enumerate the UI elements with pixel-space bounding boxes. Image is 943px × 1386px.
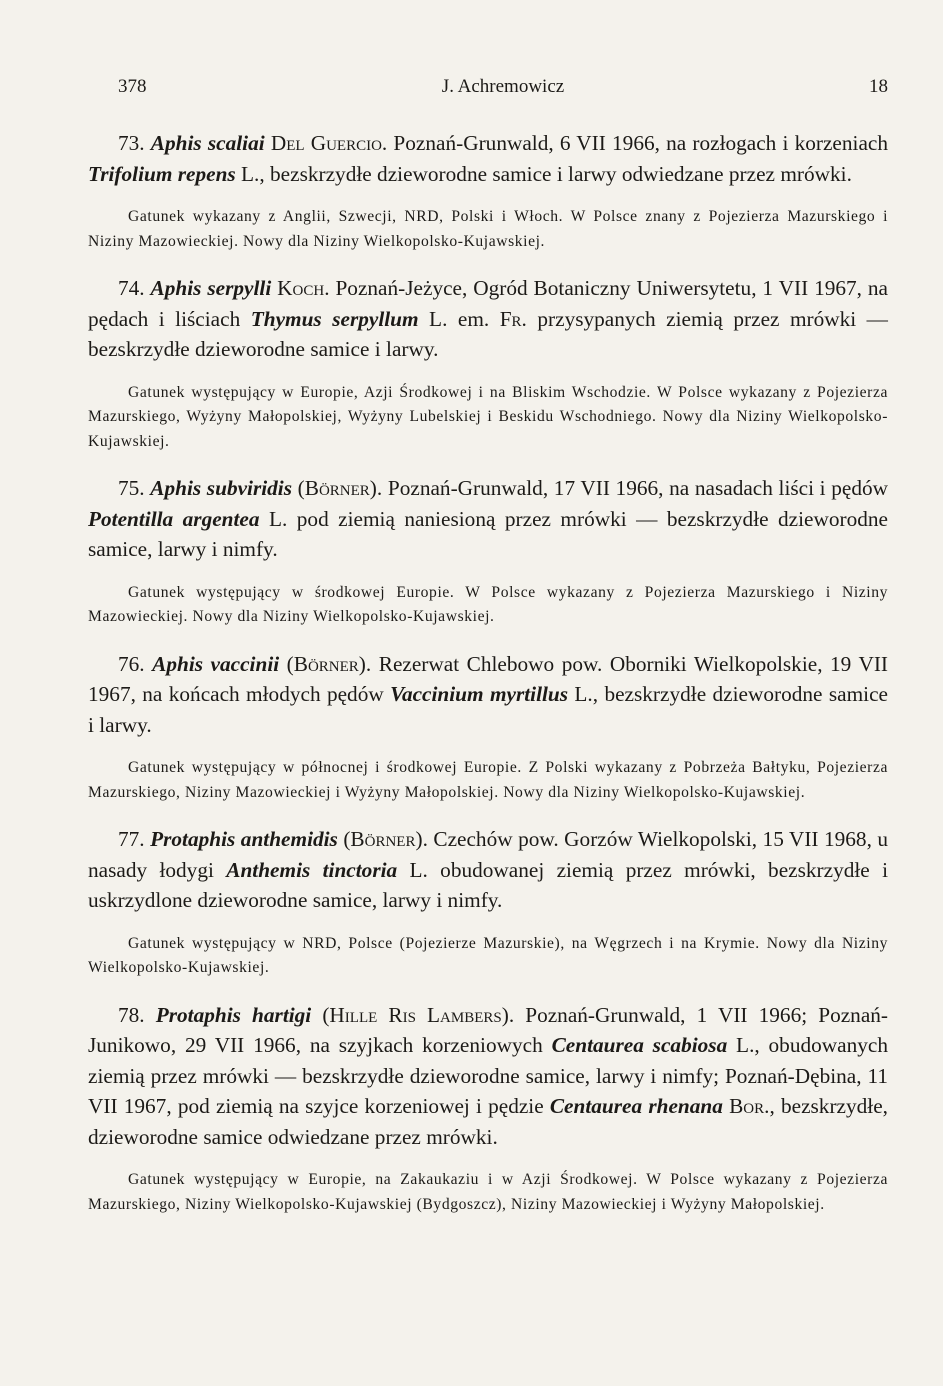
species-authority: (Börner) (286, 651, 366, 676)
species-authority: (Börner) (343, 827, 423, 851)
entry-text: przysypanych ziemią przez mrówki — bezskrzydłe dzieworodne samice i larwy. (88, 306, 888, 361)
entry-text: L. em. (418, 306, 500, 331)
entry-text: L., bezskrzydłe dzieworodne samice i larwy odwiedzane przez mrówki. (235, 161, 852, 186)
species-entry (88, 1000, 888, 1153)
running-author: J. Achremowicz (441, 76, 565, 97)
entry-number: 74. (118, 276, 145, 300)
species-entry (88, 824, 888, 916)
species-authority: Del Guercio (270, 131, 382, 155)
distribution-note: Gatunek występujący w północnej i środkowej Europie. Z Polski wykazany z Pobrzeża Bałtyku, Pojezierza Mazurskiego, Niziny Mazowieckiej i Wyżyny Małopolskiej. Nowy dla Niziny Wielkopolsko-Kujawskiej. (88, 759, 888, 801)
entry-number: 76. (118, 651, 145, 676)
entry-text: , bezskrzydłe, dzieworodne samice odwiedzane przez mrówki. (88, 1094, 888, 1149)
distribution-note: Gatunek występujący w Europie, na Zakaukaziu i w Azji Środkowej. W Polsce wykazany z Pojezierza Mazurskiego, Niziny Wielkopolsko-Kujawskiej (Bydgoszcz), Niziny Mazowieckiej i Wyżyny Małopolskiej. (88, 1171, 888, 1213)
host-plant-name: Centaurea rhenana (549, 1094, 723, 1118)
entry-text: . Rezerwat Chlebowo pow. Oborniki Wielkopolskie, 19 VII 1967, na końcach młodych pędów (88, 651, 889, 706)
entry-text: L., bezskrzydłe dzieworodne samice i larwy. (88, 682, 888, 737)
distribution-note: Gatunek występujący w NRD, Polsce (Pojezierze Mazurskie), na Węgrzech i na Krymie. Nowy dla Niziny Wielkopolsko-Kujawskiej. (88, 934, 888, 976)
distribution-note: Gatunek występujący w środkowej Europie. W Polsce wykazany z Pojezierza Mazurskiego i Niziny Mazowieckiej. Nowy dla Niziny Wielkopolsko-Kujawskiej. (88, 583, 888, 625)
species-name: Aphis serpylli (150, 276, 272, 300)
species-name: Protaphis hartigi (155, 1002, 312, 1027)
page-body (88, 128, 888, 1217)
species-entry (88, 649, 888, 741)
entry-number: 73. (118, 131, 145, 155)
page-number: 378 (118, 76, 147, 97)
species-name: Protaphis anthemidis (150, 827, 338, 851)
species-name: Aphis subviridis (150, 476, 293, 500)
entry-text: . Poznań-Grunwald, 6 VII 1966, na rozłogach i korzeniach (381, 131, 888, 155)
volume-number: 18 (869, 76, 888, 97)
entry-text: L., obudowanych ziemią przez mrówki — bezskrzydłe dzieworodne samice, larwy i nimfy; Poznań-Dębina, 11 VII 1967, pod ziemią na szyjce korzeniowej i pędzie (88, 1033, 889, 1118)
entry-number: 78. (118, 1002, 145, 1027)
species-entry (88, 128, 888, 189)
host-plant-name: Anthemis tinctoria (226, 857, 398, 882)
species-entry (88, 473, 888, 565)
host-plant-name: Centaurea scabiosa (551, 1033, 728, 1057)
distribution-note: Gatunek występujący w Europie, Azji Środkowej i na Bliskim Wschodzie. W Polsce wykazany z Pojezierza Mazurskiego, Wyżyny Małopolskiej, Wyżyny Lubelskiej i Beskidu Wschodniego. Nowy dla Niziny Wielkopolsko-Kujawskiej. (88, 383, 888, 450)
species-authority: (Börner) (297, 476, 377, 500)
entry-text: . Poznań-Grunwald, 17 VII 1966, na nasadach liści i pędów (376, 476, 888, 500)
entry-text: . Czechów pow. Gorzów Wielkopolski, 15 VII 1968, u nasady łodygi (88, 827, 889, 882)
species-authority: Koch (277, 276, 325, 300)
host-plant-name: Trifolium repens (88, 161, 236, 186)
species-name: Aphis scaliai (150, 131, 265, 155)
species-entry (88, 273, 888, 365)
species-authority: (Hille Ris Lambers) (322, 1002, 509, 1027)
entry-text: . Poznań-Grunwald, 1 VII 1966; Poznań-Junikowo, 29 VII 1966, na szyjkach korzeniowych (88, 1002, 889, 1057)
host-plant-name: Vaccinium myrtillus (390, 682, 569, 706)
entry-number: 75. (118, 476, 145, 500)
entry-text: . Poznań-Jeżyce, Ogród Botaniczny Uniwersytetu, 1 VII 1967, na pędach i liściach (88, 276, 889, 331)
host-plant-name: Potentilla argentea (88, 506, 260, 531)
running-header (118, 76, 888, 104)
host-authority: Fr. (499, 306, 527, 331)
entry-text: L. pod ziemią naniesioną przez mrówki — bezskrzydłe dzieworodne samice, larwy i nimfy. (88, 506, 888, 561)
entry-number: 77. (118, 827, 145, 851)
distribution-note: Gatunek wykazany z Anglii, Szwecji, NRD, Polski i Włoch. W Polsce znany z Pojezierza Mazurskiego i Niziny Mazowieckiej. Nowy dla Niziny Wielkopolsko-Kujawskiej. (88, 208, 888, 250)
species-name: Aphis vaccinii (152, 651, 280, 676)
host-plant-name: Thymus serpyllum (250, 306, 419, 331)
entry-text: L. obudowanej ziemią przez mrówki, bezskrzydłe i uskrzydlone dzieworodne samice, larwy i nimfy. (88, 857, 888, 912)
host-authority: Bor. (729, 1094, 770, 1118)
